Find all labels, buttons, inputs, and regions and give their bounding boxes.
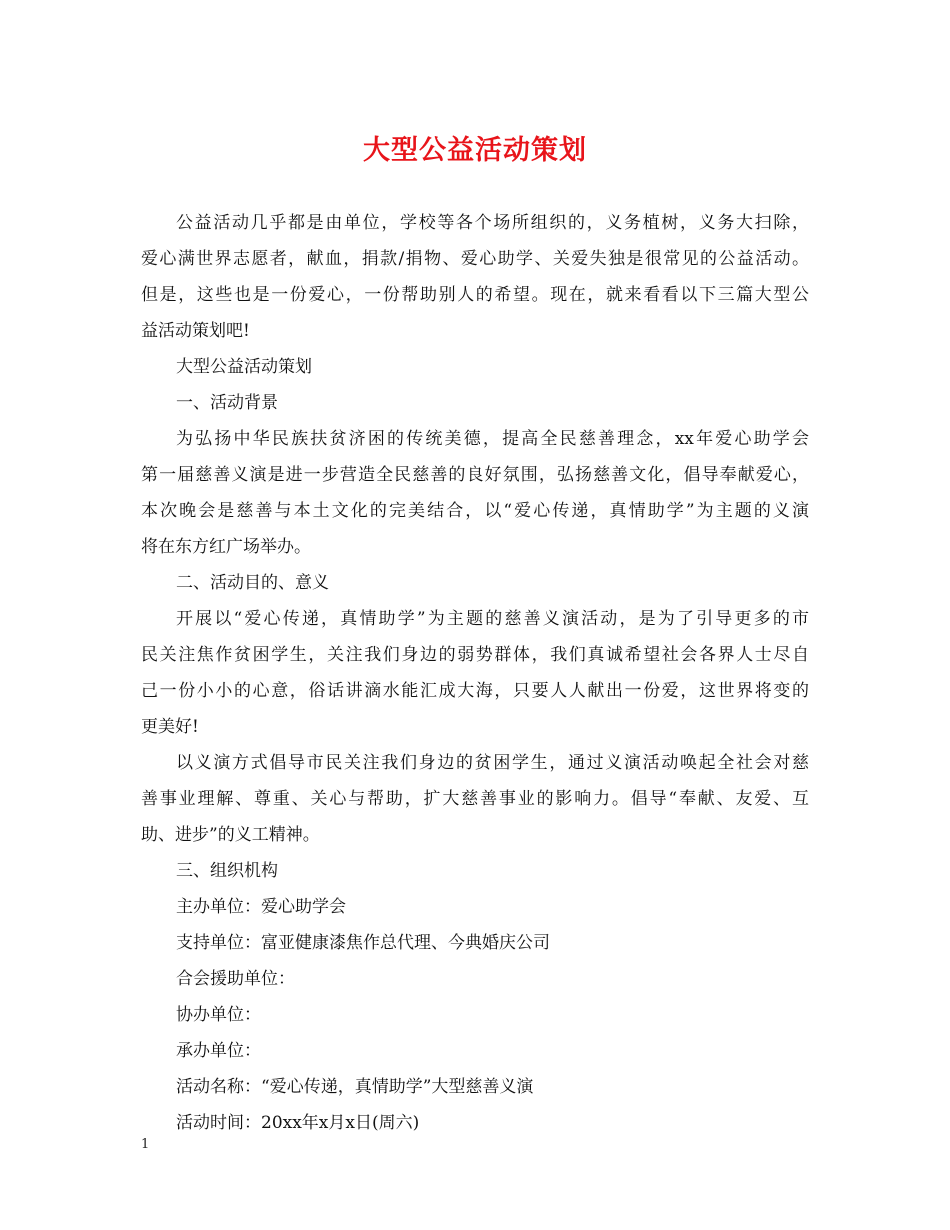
body-line: 公益活动几乎都是由单位，学校等各个场所组织的，义务植树，义务大扫除，: [176, 213, 809, 233]
info-line: 支持单位：富亚健康漆焦作总代理、今典婚庆公司: [176, 933, 550, 953]
body-line: 助、进步”的义工精神。: [141, 825, 320, 845]
info-line: 承办单位：: [176, 1041, 261, 1061]
section-heading: 一、活动背景: [176, 393, 278, 413]
body-line: 以义演方式倡导市民关注我们身边的贫困学生，通过义演活动唤起全社会对慈: [176, 753, 809, 773]
info-line: 活动名称：“爱心传递，真情助学”大型慈善义演: [176, 1077, 534, 1097]
info-line: 活动时间：20xx年x月x日(周六): [176, 1113, 420, 1133]
body-line: 善事业理解、尊重、关心与帮助，扩大慈善事业的影响力。倡导“奉献、友爱、互: [141, 789, 809, 809]
body-line: 益活动策划吧!: [141, 321, 250, 341]
info-line: 主办单位：爱心助学会: [176, 897, 346, 917]
body-line: 第一届慈善义演是进一步营造全民慈善的良好氛围，弘扬慈善文化，倡导奉献爱心，: [141, 465, 809, 485]
body-line: 为弘扬中华民族扶贫济困的传统美德，提高全民慈善理念，xx年爱心助学会: [176, 429, 809, 449]
body-line: 更美好!: [141, 717, 199, 737]
section-heading: 三、组织机构: [176, 861, 278, 881]
body-line: 开展以“爱心传递，真情助学”为主题的慈善义演活动，是为了引导更多的市: [176, 609, 809, 629]
body-line: 但是，这些也是一份爱心，一份帮助别人的希望。现在，就来看看以下三篇大型公: [141, 285, 809, 305]
body-line: 己一份小小的心意，俗话讲滴水能汇成大海，只要人人献出一份爱，这世界将变的: [141, 681, 809, 701]
section-heading: 二、活动目的、意义: [176, 573, 329, 593]
document-title: 大型公益活动策划: [363, 135, 587, 166]
body-line: 本次晚会是慈善与本土文化的完美结合，以“爱心传递，真情助学”为主题的义演: [141, 501, 809, 521]
info-line: 合会援助单位：: [176, 969, 295, 989]
body-line: 爱心满世界志愿者，献血，捐款/捐物、爱心助学、关爱失独是很常见的公益活动。: [141, 249, 809, 269]
body-line: 民关注焦作贫困学生，关注我们身边的弱势群体，我们真诚希望社会各界人士尽自: [141, 645, 809, 665]
document-body: [141, 205, 809, 1141]
page-number: 1: [141, 1137, 150, 1152]
info-line: 协办单位：: [176, 1005, 261, 1025]
section-heading: 大型公益活动策划: [176, 357, 312, 377]
body-line: 将在东方红广场举办。: [141, 537, 311, 557]
